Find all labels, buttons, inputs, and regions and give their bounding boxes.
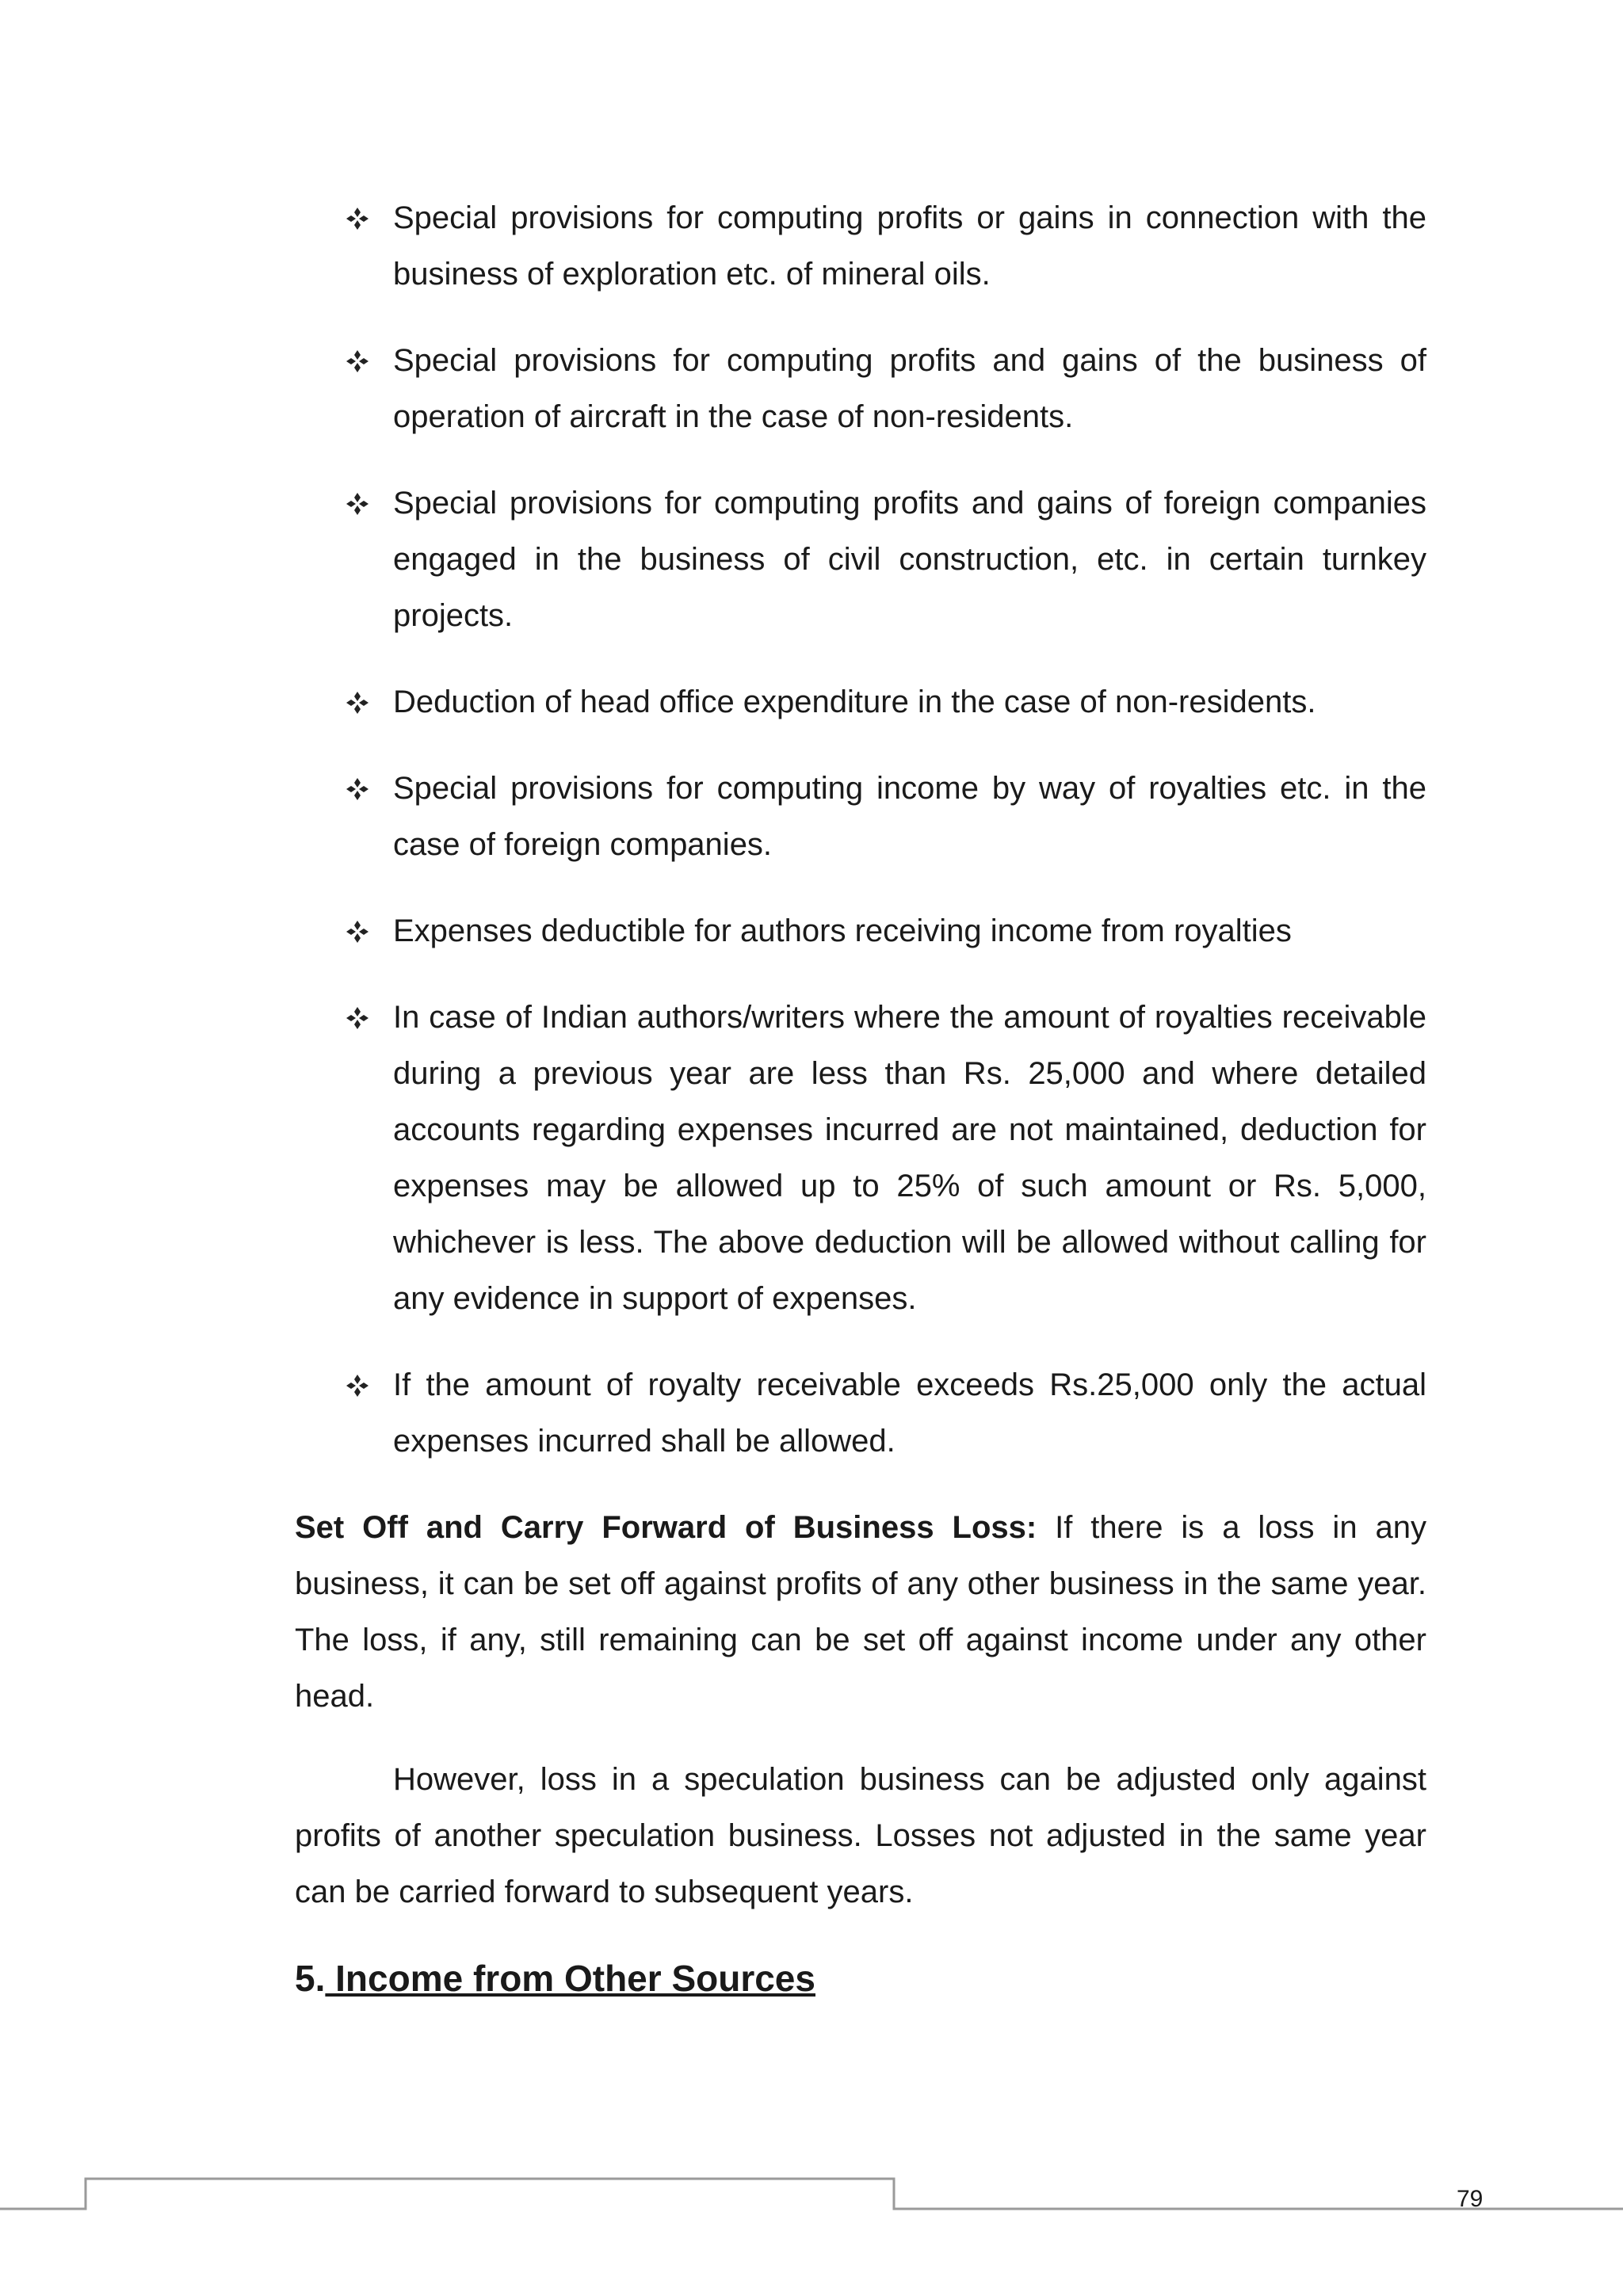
list-item	[295, 990, 1426, 1327]
section-number: 5.	[295, 1958, 326, 1999]
list-item	[295, 761, 1426, 873]
list-item	[295, 674, 1426, 730]
list-item	[295, 903, 1426, 959]
bullet-text: If the amount of royalty receivable exceeds Rs.25,000 only the actual expenses incurred shall be allowed.	[393, 1367, 1426, 1459]
bullet-text: Special provisions for computing profits and gains of the business of operation of aircraft in the case of non-residents.	[393, 343, 1426, 434]
four-diamond-bullet-icon	[344, 903, 371, 959]
four-diamond-bullet-icon	[344, 475, 371, 532]
page-footer	[0, 2171, 1623, 2218]
list-item	[295, 1357, 1426, 1470]
bullet-text: Special provisions for computing profits or gains in connection with the business of exploration etc. of mineral oils.	[393, 200, 1426, 292]
four-diamond-bullet-icon	[344, 333, 371, 389]
bullet-text: Expenses deductible for authors receiving income from royalties	[393, 913, 1292, 948]
setoff-label: Set Off and Carry Forward of Business Loss:	[295, 1510, 1037, 1545]
four-diamond-bullet-icon	[344, 1357, 371, 1413]
list-item	[295, 475, 1426, 644]
four-diamond-bullet-icon	[344, 190, 371, 246]
section-heading	[295, 1951, 1426, 2007]
bullet-text: Special provisions for computing income by way of royalties etc. in the case of foreign companies.	[393, 771, 1426, 862]
bullet-text: Deduction of head office expenditure in the case of non-residents.	[393, 685, 1316, 719]
speculation-paragraph: However, loss in a speculation business can be adjusted only against profits of another speculation business. Losses not adjusted in the same year can be carried forward to subsequent years.	[295, 1762, 1426, 1909]
four-diamond-bullet-icon	[344, 990, 371, 1046]
footer-border	[0, 2171, 1623, 2218]
bullet-list	[295, 190, 1426, 1470]
setoff-text: If there is a loss in any business, it can be set off against profits of any other business in the same year. The loss, if any, still remaining can be set off against income under any other head.	[295, 1510, 1426, 1714]
setoff-paragraph	[295, 1500, 1426, 1725]
page-number: 79	[1457, 2186, 1484, 2212]
four-diamond-bullet-icon	[344, 761, 371, 817]
section-title: Income from Other Sources	[325, 1958, 815, 1999]
list-item	[295, 190, 1426, 303]
page-content	[295, 190, 1426, 2007]
bullet-text: Special provisions for computing profits and gains of foreign companies engaged in the business of civil construction, etc. in certain turnkey projects.	[393, 486, 1426, 633]
list-item	[295, 333, 1426, 445]
bullet-text: In case of Indian authors/writers where the amount of royalties receivable during a previous year are less than Rs. 25,000 and where detailed accounts regarding expenses incurred are not maintained, deduction for expenses may be allowed up to 25% of such amount or Rs. 5,000, whichever is less. The above deduction will be allowed without calling for any evidence in support of expenses.	[393, 1000, 1426, 1316]
four-diamond-bullet-icon	[344, 674, 371, 730]
